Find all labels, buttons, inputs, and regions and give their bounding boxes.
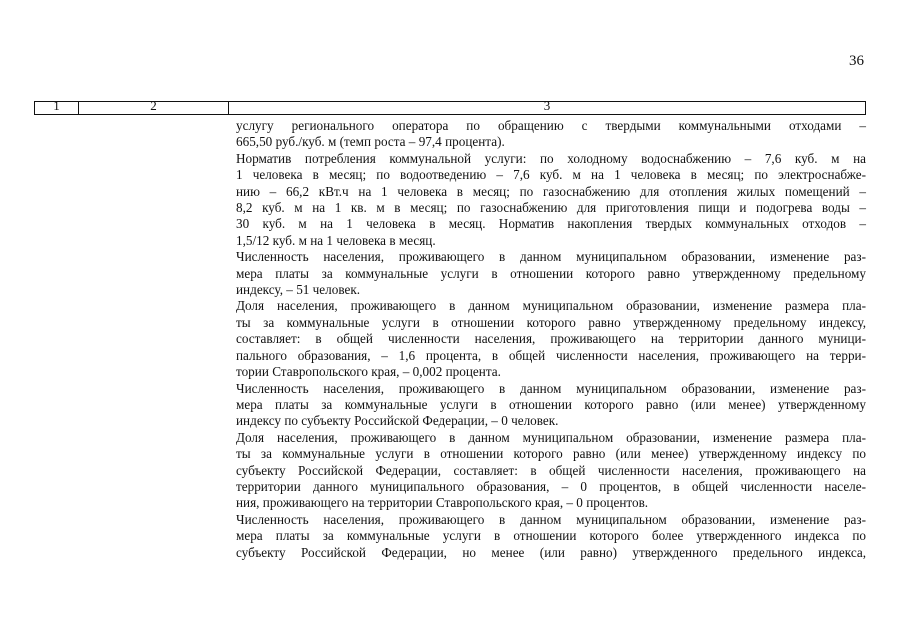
table-header-col-2: 2 [79,102,229,114]
paragraph [236,381,866,430]
text-line: субъекту Российской Федерации, составляет: в общей численности населения, проживающего на [236,462,866,478]
text-line: субъекту Российской Федерации, но менее (или равно) утвержденного предельного индекса, [236,544,866,560]
paragraph [236,249,866,298]
table-header-col-3: 3 [543,98,551,113]
table-header-col-1: 1 [35,102,79,114]
text-line: 8,2 куб. м на 1 кв. м в месяц; по газоснабжению для приготовления пищи и подогрева воды – [236,200,866,216]
text-line: Численность населения, проживающего в данном муниципальном образовании, изменение раз- [236,380,866,396]
text-line: индексу по субъекту Российской Федерации, – 0 человек. [236,413,559,429]
text-line: 665,50 руб./куб. м (темп роста – 97,4 процента). [236,134,505,150]
table-header-row [34,98,866,115]
paragraph [236,298,866,380]
text-line: территории данного муниципального образования, – 0 процентов, в общей численности населе- [236,478,866,494]
text-line: тории Ставропольского края, – 0,002 процента. [236,364,501,380]
document-body [236,118,866,561]
text-line: ты за коммунальные услуги в отношении которого равно утвержденному предельному индексу, [236,314,866,330]
text-line: 30 куб. м на 1 человека в месяц. Норматив накопления твердых коммунальных отходов – [236,216,866,232]
text-line: индексу, – 51 человек. [236,282,361,298]
paragraph [236,512,866,561]
paragraph [236,151,866,249]
text-line: Численность населения, проживающего в данном муниципальном образовании, изменение раз- [236,249,866,265]
paragraph [236,118,866,151]
text-line: мера платы за коммунальные услуги в отношении которого более утвержденного индекса по [236,528,866,544]
text-line: 1,5/12 куб. м на 1 человека в месяц. [236,232,436,248]
paragraph [236,430,866,512]
page-number: 36 [849,53,864,69]
text-line: мера платы за коммунальные услуги в отношении которого равно утвержденному предельному [236,265,866,281]
text-line: 1 человека в месяц; по водоотведению – 7,6 куб. м на 1 человека в месяц; по электроснабже- [236,167,866,183]
text-line: мера платы за коммунальные услуги в отношении которого равно (или менее) утвержденному [236,396,866,412]
text-line: услугу регионального оператора по обращению с твердыми коммунальными отходами – [236,118,866,133]
text-line: Численность населения, проживающего в данном муниципальном образовании, изменение раз- [236,511,866,527]
text-line: Доля населения, проживающего в данном муниципальном образовании, изменение размера пла- [236,298,866,314]
text-line: пального образования, – 1,6 процента, в общей численности населения, проживающего на терри- [236,347,866,363]
text-line: составляет: в общей численности населения, проживающего на территории данного муници- [236,331,866,347]
text-line: Норматив потребления коммунальной услуги: по холодному водоснабжению – 7,6 куб. м на [236,150,866,166]
text-line: ты за коммунальные услуги в отношении которого равно (или менее) утвержденному индексу по [236,446,866,462]
text-line: Доля населения, проживающего в данном муниципальном образовании, изменение размера пла- [236,429,866,445]
text-line: ния, проживающего на территории Ставропольского края, – 0 процентов. [236,495,649,511]
text-line: нию – 66,2 кВт.ч на 1 человека в месяц; по газоснабжению для отопления жилых помещений – [236,183,866,199]
